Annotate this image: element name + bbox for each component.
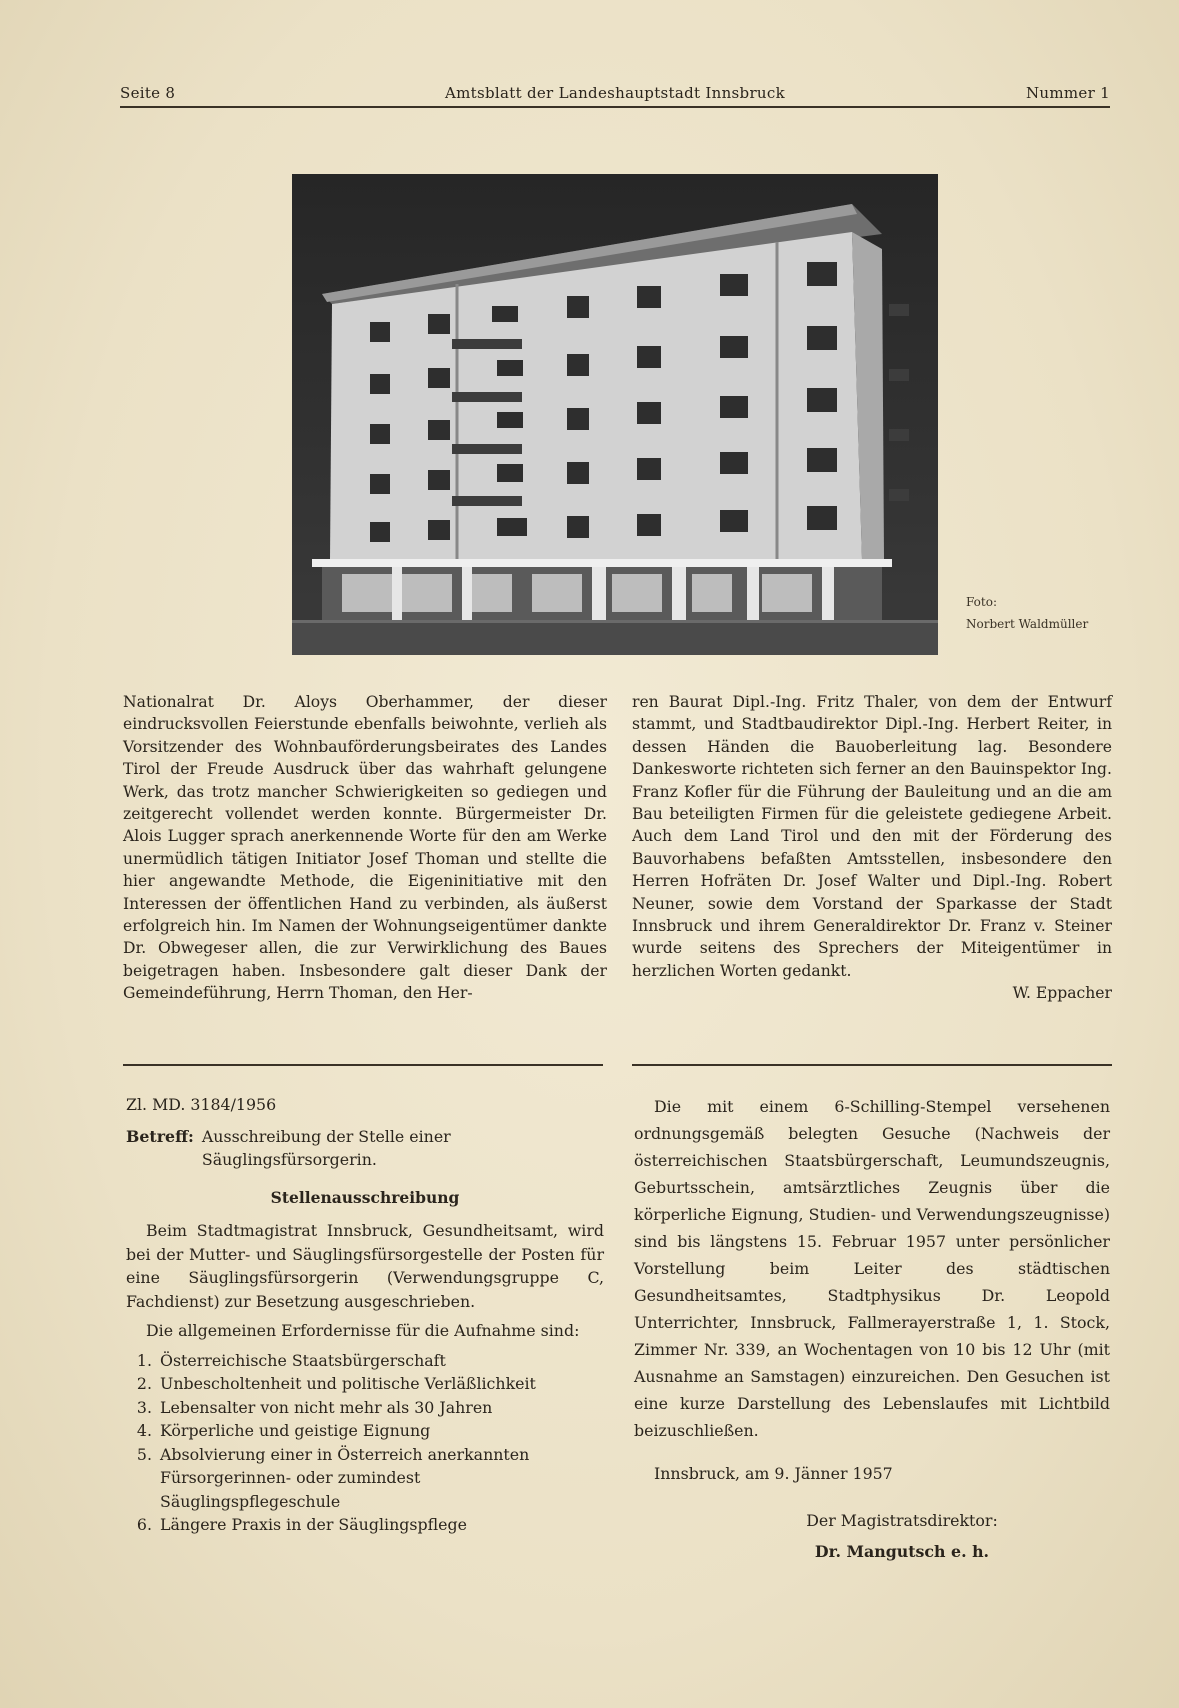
date-line: Innsbruck, am 9. Jänner 1957 bbox=[654, 1464, 893, 1483]
section-divider-right bbox=[632, 1064, 1112, 1066]
page-number: Seite 8 bbox=[120, 84, 176, 102]
article-paragraph: Nationalrat Dr. Aloys Oberhammer, der dieser eindrucksvollen Feierstunde ebenfalls beiwohnte, verlieh als Vorsitzender des Wohnbauförderungsbeirates des Landes Tirol der Freude Ausdruck über das wahrhaft gelungene Werk, das trotz mancher Schwierigkeiten so gediegen und zeitgerecht vollendet werden konnte. Bürgermeister Dr. Alois Lugger sprach anerkennende Worte für den am Werke unermüdlich tätigen Initiator Josef Thoman und stellte die hier angewandte Methode, die Eigeninitiative mit den Interessen der öffentlichen Hand zu verbinden, als äußerst erfolgreich hin. Im Namen der Wohnungseigentümer dankte Dr. Obwegeser allen, die zur Verwirklichung des Baues beigetragen haben. Insbesondere galt dieser Dank der Gemeindeführung, Herrn Thoman, den Her- bbox=[123, 693, 607, 1003]
caption-label: Foto: bbox=[966, 595, 997, 609]
notice-subject bbox=[126, 1125, 604, 1172]
page-header bbox=[120, 84, 1110, 106]
caption-author: Norbert Waldmüller bbox=[966, 617, 1089, 631]
header-rule bbox=[120, 106, 1110, 108]
article-column-left bbox=[123, 691, 607, 1005]
notice-intro: Beim Stadtmagistrat Innsbruck, Gesundheitsamt, wird bei der Mutter- und Säuglingsfürsorgestelle der Posten für eine Säuglingsfürsorgerin (Verwendungsgruppe C, Fachdienst) zur Besetzung ausgeschrieben. bbox=[126, 1221, 604, 1311]
list-item: 3. Lebensalter von nicht mehr als 30 Jahren bbox=[136, 1397, 493, 1417]
publication-title: Amtsblatt der Landeshauptstadt Innsbruck bbox=[445, 84, 785, 102]
notice-column-right bbox=[634, 1093, 1110, 1565]
application-text: Die mit einem 6-Schilling-Stempel versehenen ordnungsgemäß belegten Gesuche (Nachweis der österreichischen Staatsbürgerschaft, Leumundszeugnis, Geburtsschein, amtsärztliches Zeugnis über die körperliche Eignung, Studien- und Verwendungszeugnisse) sind bis längstens 15. Februar 1957 unter persönlicher Vorstellung beim Leiter des städtischen Gesundheitsamtes, Stadtphysikus Dr. Leopold Unterrichter, Innsbruck, Fallmerayerstraße 1, 1. Stock, Zimmer Nr. 339, an Wochentagen von 10 bis 12 Uhr (mit Ausnahme an Samstagen) einzureichen. Den Gesuchen ist eine kurze Darstellung des Lebenslaufes mit Lichtbild beizuschließen. bbox=[634, 1097, 1110, 1440]
building-photo bbox=[292, 174, 938, 655]
list-item: 4. Körperliche und geistige Eignung bbox=[136, 1421, 431, 1440]
notice-title: Stellenausschreibung bbox=[270, 1187, 460, 1207]
list-item: 1. Österreichische Staatsbürgerschaft bbox=[136, 1350, 446, 1370]
requirements-intro: Die allgemeinen Erfordernisse für die Aufnahme sind: bbox=[146, 1321, 580, 1340]
list-item: 5. Absolvierung einer in Österreich anerkannten Fürsorgerinnen- oder zumindest Säuglingspflegeschule bbox=[136, 1444, 530, 1511]
subject-text: Ausschreibung der Stelle einer Säuglingsfürsorgerin. bbox=[201, 1126, 451, 1169]
article-column-right bbox=[632, 691, 1112, 1005]
notice-reference: Zl. MD. 3184/1956 bbox=[126, 1095, 277, 1114]
director-name: Dr. Mangutsch e. h. bbox=[814, 1542, 990, 1561]
subject-label: Betreff: bbox=[126, 1126, 194, 1146]
notice-column-left bbox=[126, 1093, 604, 1537]
list-item: 6. Längere Praxis in der Säuglingspflege bbox=[136, 1515, 467, 1534]
article-author: W. Eppacher bbox=[1012, 984, 1112, 1003]
article-paragraph: ren Baurat Dipl.-Ing. Fritz Thaler, von dem der Entwurf stammt, und Stadtbaudirektor Dipl.-Ing. Herbert Reiter, in dessen Händen die Bauoberleitung lag. Besondere Dankesworte richteten sich ferner an den Bauinspektor Ing. Franz Kofler für die Führung der Bauleitung und an die am Bau beteiligten Firmen für die geleistete gediegene Arbeit. Auch dem Land Tirol und den mit der Förderung des Bauvorhabens befaßten Amtsstellen, insbesondere den Herren Hofräten Dr. Josef Walter und Dipl.-Ing. Robert Neuner, sowie dem Vorstand der Sparkasse der Stadt Innsbruck und ihrem Generaldirektor Dr. Franz v. Steiner wurde seitens des Sprechers der Miteigentümer in herzlichen Worten gedankt. bbox=[632, 693, 1112, 980]
issue-number: Nummer 1 bbox=[1026, 84, 1110, 102]
section-divider-left bbox=[123, 1064, 603, 1066]
list-item: 2. Unbescholtenheit und politische Verläßlichkeit bbox=[136, 1374, 536, 1393]
apartment-building-image bbox=[292, 174, 938, 655]
requirements-list bbox=[126, 1349, 604, 1537]
director-title: Der Magistratsdirektor: bbox=[806, 1511, 998, 1530]
photo-caption bbox=[966, 591, 1088, 635]
